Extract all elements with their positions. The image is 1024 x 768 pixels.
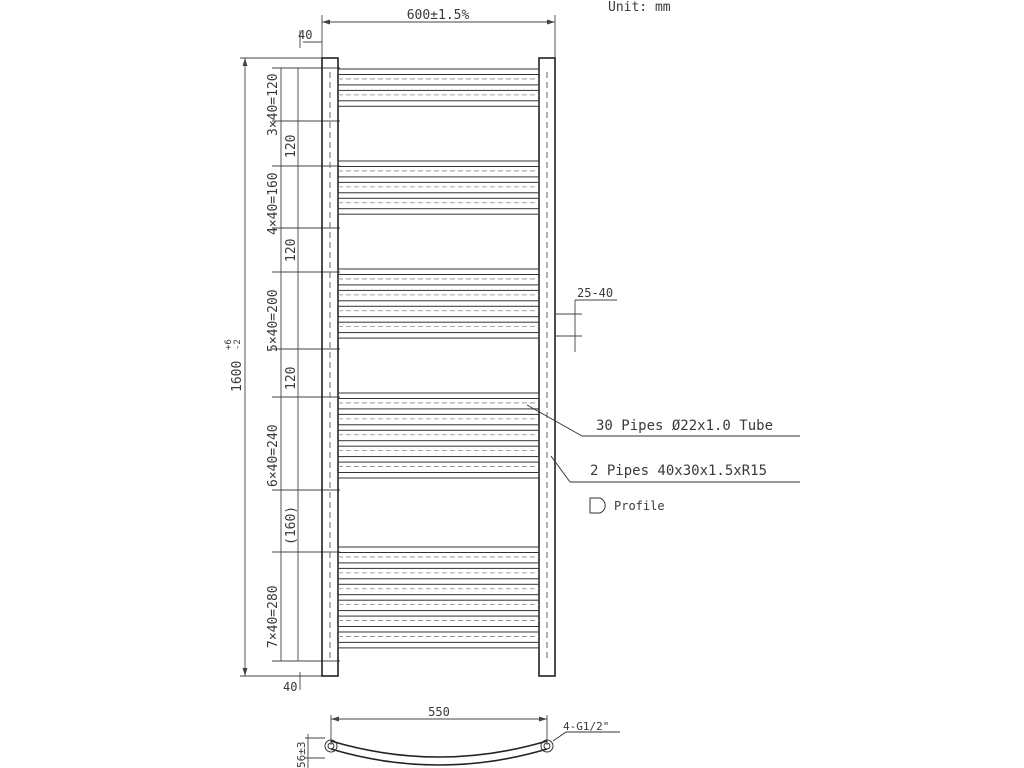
group-1-label: 3×40=120 xyxy=(266,73,281,136)
group-4-label: 6×40=240 xyxy=(266,424,281,487)
tube xyxy=(338,441,539,447)
gap-3-label: 120 xyxy=(284,366,299,390)
tube xyxy=(338,285,539,291)
gap-4-label: (160) xyxy=(284,505,299,545)
overall-width-dimension xyxy=(322,8,555,62)
bottom-offset-dimension xyxy=(283,672,300,694)
tube-callout-label: 30 Pipes Ø22x1.0 Tube xyxy=(596,418,774,434)
tube xyxy=(338,209,539,215)
gap-2-label: 120 xyxy=(284,238,299,262)
right-rail xyxy=(539,58,555,676)
tube xyxy=(338,547,539,553)
tube xyxy=(338,85,539,91)
tube-callout xyxy=(527,405,800,436)
tube xyxy=(338,161,539,167)
profile-label: Profile xyxy=(614,499,665,513)
tube xyxy=(338,409,539,415)
group-5-label: 7×40=280 xyxy=(266,585,281,648)
overall-height-dimension xyxy=(224,58,336,676)
tube xyxy=(338,193,539,199)
tube xyxy=(338,317,539,323)
top-offset-dimension xyxy=(298,28,322,48)
rail-callout xyxy=(551,456,800,482)
overall-height-tol-lower: -2 xyxy=(233,339,243,350)
top-offset-label: 40 xyxy=(298,28,313,42)
tube xyxy=(338,177,539,183)
tube xyxy=(338,579,539,585)
tube xyxy=(338,472,539,478)
tube xyxy=(338,101,539,107)
depth-label: 56±3 xyxy=(295,741,308,768)
connection-label: 4-G1/2" xyxy=(563,720,610,733)
tube xyxy=(338,393,539,399)
tube xyxy=(338,457,539,463)
group-2-label: 4×40=160 xyxy=(266,172,281,235)
tube xyxy=(338,425,539,431)
tube xyxy=(338,563,539,569)
d-profile-icon xyxy=(590,498,605,513)
units-label: Unit: mm xyxy=(608,0,671,15)
tube xyxy=(338,626,539,632)
overall-height-label: 1600 xyxy=(230,360,245,392)
centers-width-label: 550 xyxy=(428,705,450,719)
tube xyxy=(338,333,539,339)
tube xyxy=(338,611,539,617)
pipe-pitch-callout xyxy=(555,286,617,352)
profile-symbol xyxy=(590,498,665,513)
group-3-label: 5×40=200 xyxy=(266,289,281,352)
overall-width-label: 600±1.5% xyxy=(406,8,470,23)
tube xyxy=(338,269,539,275)
overall-height-tol-upper: +6 xyxy=(224,339,234,350)
tube xyxy=(338,595,539,601)
tube xyxy=(338,301,539,307)
horizontal-tubes xyxy=(338,69,539,648)
gap-1-label: 120 xyxy=(284,134,299,158)
pipe-pitch-label: 25-40 xyxy=(577,286,614,300)
left-rail xyxy=(322,58,338,676)
rail-callout-label: 2 Pipes 40x30x1.5xR15 xyxy=(590,463,768,479)
tube xyxy=(338,69,539,75)
bottom-offset-label: 40 xyxy=(283,680,298,694)
tube xyxy=(338,642,539,648)
plan-view xyxy=(295,705,620,768)
